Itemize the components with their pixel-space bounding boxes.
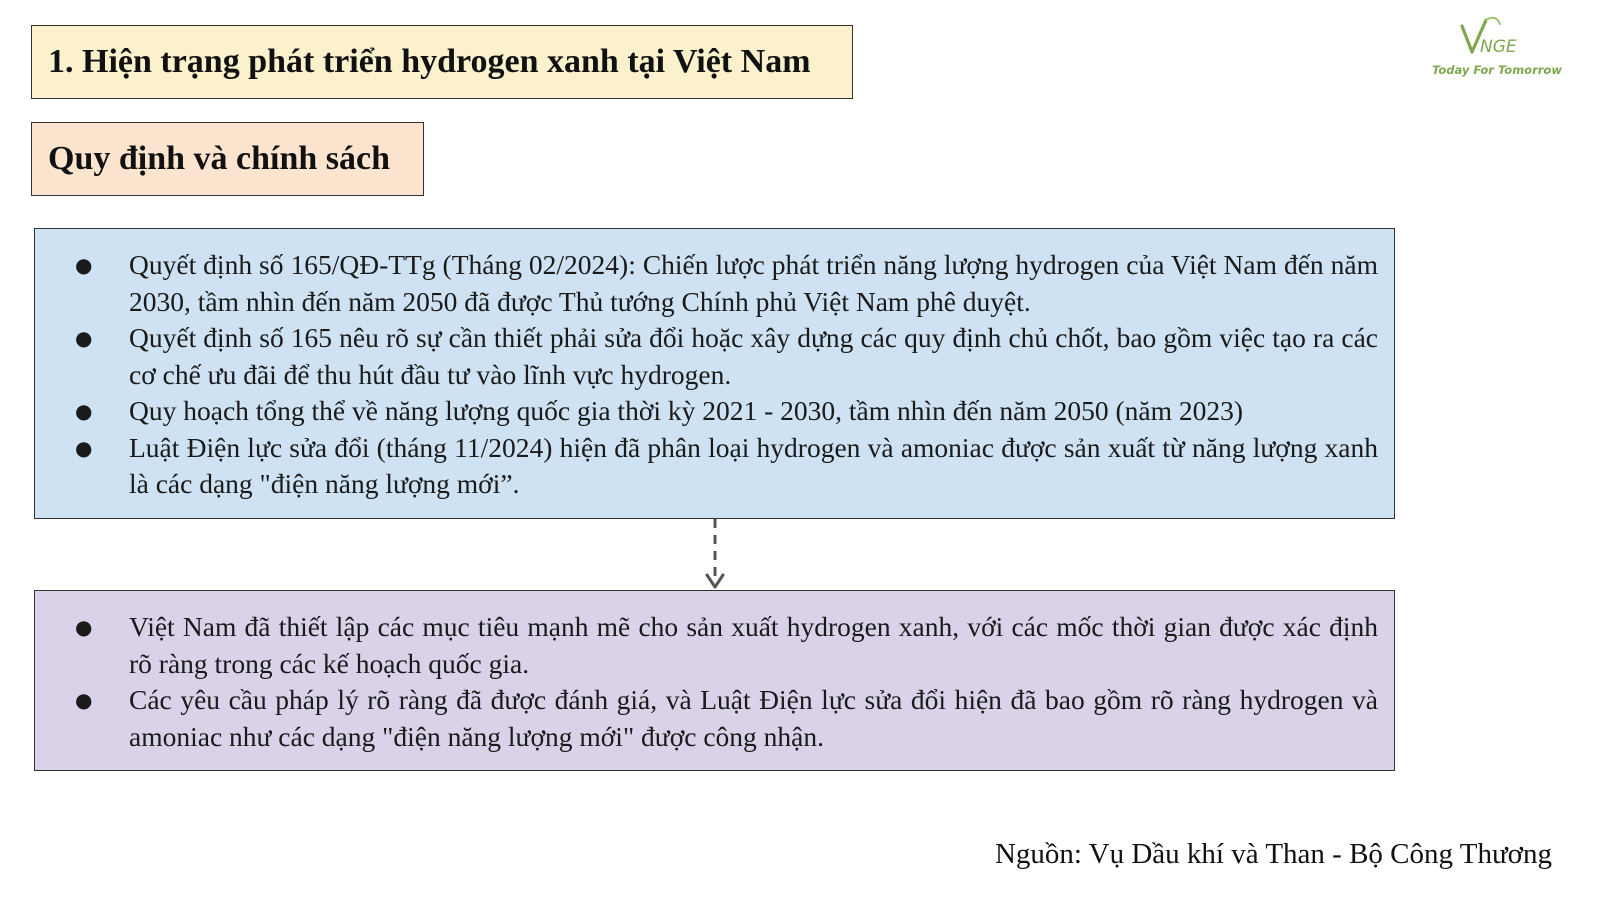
list-item xyxy=(75,320,1378,393)
list-item xyxy=(75,247,1378,320)
list-item xyxy=(75,682,1378,755)
list-item xyxy=(75,609,1378,682)
bullet-icon: ● xyxy=(75,399,93,423)
vnge-logo xyxy=(1420,12,1560,82)
conclusions-list xyxy=(75,609,1378,755)
policies-list xyxy=(75,247,1378,503)
conclusions-box xyxy=(34,590,1395,771)
list-item-text: Quyết định số 165 nêu rõ sự cần thiết phải sửa đổi hoặc xây dựng các quy định chủ chốt, bao gồm việc tạo ra các cơ chế ưu đãi để thu hút đầu tư vào lĩnh vực hydrogen. xyxy=(129,322,1378,390)
list-item-text: Luật Điện lực sửa đổi (tháng 11/2024) hiện đã phân loại hydrogen và amoniac được sản xuất từ năng lượng xanh là các dạng "điện năng lượng mới”. xyxy=(129,431,1378,499)
section-subtitle-text: Quy định và chính sách xyxy=(48,140,391,177)
list-item xyxy=(75,393,1378,430)
list-item-text: Quyết định số 165/QĐ-TTg (Tháng 02/2024): Chiến lược phát triển năng lượng hydrogen của Việt Nam đến năm 2030, tầm nhìn đến năm 2050 đã được Thủ tướng Chính phủ Việt Nam phê duyệt. xyxy=(129,249,1378,317)
bullet-icon: ● xyxy=(75,253,93,277)
slide-title-text: 1. Hiện trạng phát triển hydrogen xanh tại Việt Nam xyxy=(48,43,811,80)
source-citation: Nguồn: Vụ Dầu khí và Than - Bộ Công Thương xyxy=(994,838,1552,870)
bullet-icon: ● xyxy=(75,326,93,350)
section-subtitle xyxy=(31,122,424,196)
dashed-arrow-connector xyxy=(704,519,726,591)
svg-text:NGE: NGE xyxy=(1480,37,1517,57)
bullet-icon: ● xyxy=(75,435,93,460)
policies-box xyxy=(34,228,1395,519)
bullet-icon: ● xyxy=(75,688,93,712)
list-item-text: Các yêu cầu pháp lý rõ ràng đã được đánh giá, và Luật Điện lực sửa đổi hiện đã bao gồm rõ ràng hydrogen và amoniac như các dạng "điện năng lượng mới" được công nhận. xyxy=(129,684,1378,752)
list-item xyxy=(75,430,1378,503)
logo-tagline: Today For Tomorrow xyxy=(1432,63,1562,77)
slide-title xyxy=(31,25,853,99)
bullet-icon: ● xyxy=(75,615,93,639)
list-item-text: Quy hoạch tổng thể về năng lượng quốc gia thời kỳ 2021 - 2030, tầm nhìn đến năm 2050 (năm 2023) xyxy=(129,395,1244,426)
vnge-logo-mark-icon xyxy=(1456,16,1526,60)
list-item-text: Việt Nam đã thiết lập các mục tiêu mạnh mẽ cho sản xuất hydrogen xanh, với các mốc thời gian được xác định rõ ràng trong các kế hoạch quốc gia. xyxy=(129,611,1378,679)
